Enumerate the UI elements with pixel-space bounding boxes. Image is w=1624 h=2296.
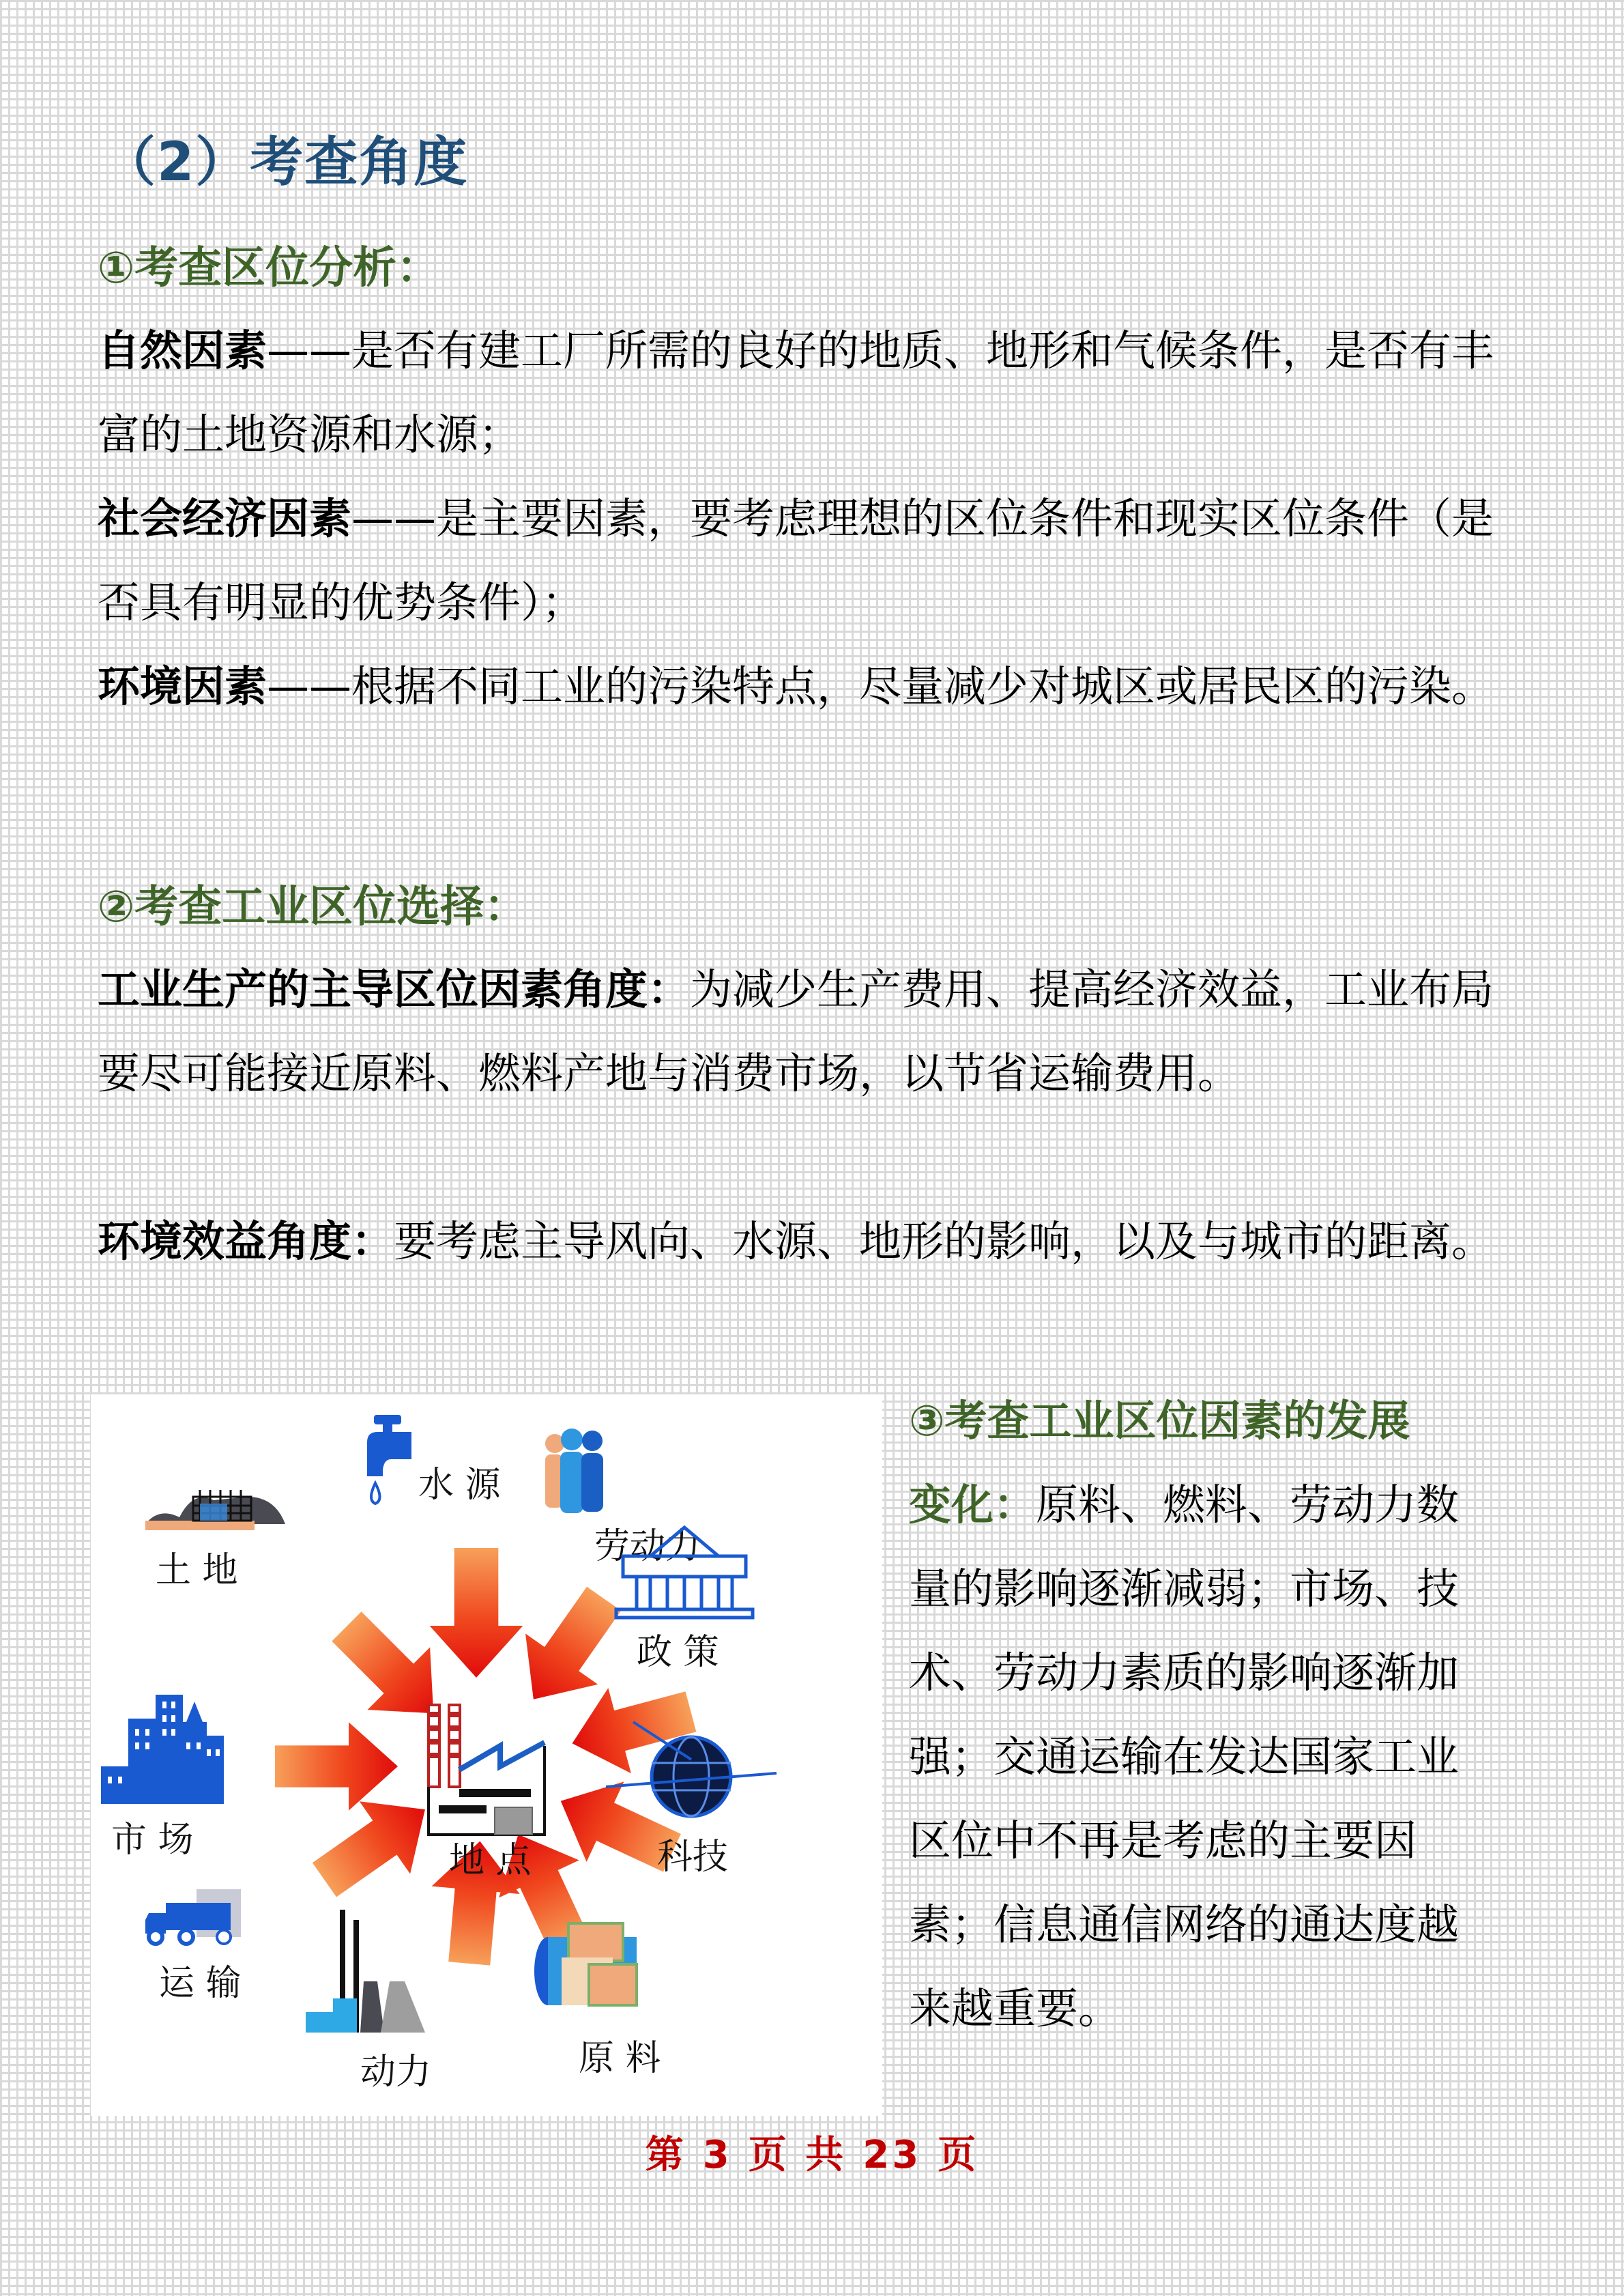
text-natural-factors: 是否有建工厂所需的良好的地质、地形和气候条件，是否有丰富的土地资源和水源； xyxy=(98,326,1494,459)
text-environmental-benefit-angle: 要考虑主导风向、水源、地形的影响，以及与城市的距离。 xyxy=(394,1216,1494,1266)
right-line-2 xyxy=(909,1463,1537,1547)
right-line-3 xyxy=(909,1547,1537,1631)
right-line-5 xyxy=(909,1714,1537,1798)
text-dominant-factor-angle: 为减少生产费用、提高经济效益，工业布局要尽可能接近原料、燃料产地与消费市场，以节省运输费用。 xyxy=(98,964,1494,1098)
heading-factor-change: ③考查工业区位因素的发展 xyxy=(909,1396,1410,1446)
city-buildings-icon xyxy=(101,1695,224,1804)
factory-icon xyxy=(429,1705,545,1835)
dash: —— xyxy=(267,661,352,711)
page-suffix: 页 xyxy=(938,2133,979,2177)
paragraph-environmental-benefit-angle xyxy=(98,1199,1531,1283)
label-power: 动力 xyxy=(360,2052,432,2093)
page-middle: 页 共 xyxy=(748,2133,847,2177)
arrow-from-labor-icon xyxy=(497,1573,640,1725)
line-text: 术、劳动力素质的影响逐渐加 xyxy=(909,1648,1460,1697)
land-construction-icon xyxy=(145,1490,285,1530)
paragraph-dominant-factor-angle xyxy=(98,947,1531,1115)
arrow-from-land-icon xyxy=(315,1595,465,1745)
heading-industrial-location-choice: ②考查工业区位选择： xyxy=(98,882,528,932)
line-text: 来越重要。 xyxy=(909,1983,1121,2033)
line-text: 原料、燃料、劳动力数 xyxy=(1036,1480,1460,1530)
line-text: 素；信息通信网络的通达度越 xyxy=(909,1899,1460,1949)
dash: —— xyxy=(267,326,352,375)
arrow-from-water-icon xyxy=(430,1548,523,1678)
label-water: 水 源 xyxy=(418,1465,501,1506)
label-policy: 政 策 xyxy=(637,1632,719,1673)
text-environmental-factors: 根据不同工业的污染特点，尽量减少对城区或居民区的污染。 xyxy=(351,661,1494,711)
page-indicator xyxy=(0,2128,1624,2183)
total-pages: 23 xyxy=(862,2133,922,2177)
paragraph-natural-factors xyxy=(98,308,1531,476)
center-label: 地 点 xyxy=(449,1840,532,1881)
power-plant-icon xyxy=(306,1910,425,2033)
term-natural-factors: 自然因素 xyxy=(98,326,267,375)
arrow-from-market-icon xyxy=(275,1722,398,1811)
line-text: 区位中不再是考虑的主要因 xyxy=(909,1816,1417,1865)
truck-icon xyxy=(145,1889,241,1944)
right-line-8 xyxy=(909,1966,1537,2050)
term-dominant-factor-angle: 工业生产的主导区位因素角度： xyxy=(98,964,691,1014)
workers-icon xyxy=(545,1429,603,1513)
heading-location-analysis: ①考查区位分析： xyxy=(98,243,441,293)
line-text: 量的影响逐渐减弱；市场、技 xyxy=(909,1564,1460,1613)
label-market: 市 场 xyxy=(111,1820,194,1861)
dash: —— xyxy=(351,493,437,543)
text-socioeconomic-factors: 是主要因素，要考虑理想的区位条件和现实区位条件（是否具有明显的优势条件）； xyxy=(98,493,1494,627)
right-line-7 xyxy=(909,1882,1537,1966)
label-tech: 科技 xyxy=(657,1837,729,1878)
label-labor: 劳动力 xyxy=(594,1526,701,1567)
page-prefix: 第 xyxy=(645,2133,686,2177)
paragraph-environmental-factors xyxy=(98,644,1531,728)
label-land: 土 地 xyxy=(156,1550,238,1591)
heading-factor-change-cont: 变化： xyxy=(909,1480,1036,1530)
right-line-6 xyxy=(909,1798,1537,1882)
water-tap-icon xyxy=(367,1415,411,1504)
current-page: 3 xyxy=(702,2133,732,2177)
label-material: 原 料 xyxy=(579,2038,661,2079)
term-environmental-benefit-angle: 环境效益角度： xyxy=(98,1216,394,1266)
industrial-location-factors-diagram xyxy=(91,1394,882,2116)
section-title: （2）考查角度 xyxy=(102,132,469,193)
paragraph-socioeconomic-factors xyxy=(98,476,1531,644)
paragraph-location-factor-change xyxy=(909,1379,1537,2050)
term-socioeconomic-factors: 社会经济因素 xyxy=(98,493,352,543)
term-environmental-factors: 环境因素 xyxy=(98,661,267,711)
right-line-4 xyxy=(909,1631,1537,1714)
line-text: 强；交通运输在发达国家工业 xyxy=(909,1732,1460,1781)
label-transport: 运 输 xyxy=(159,1963,242,2004)
right-line-1 xyxy=(909,1379,1537,1463)
